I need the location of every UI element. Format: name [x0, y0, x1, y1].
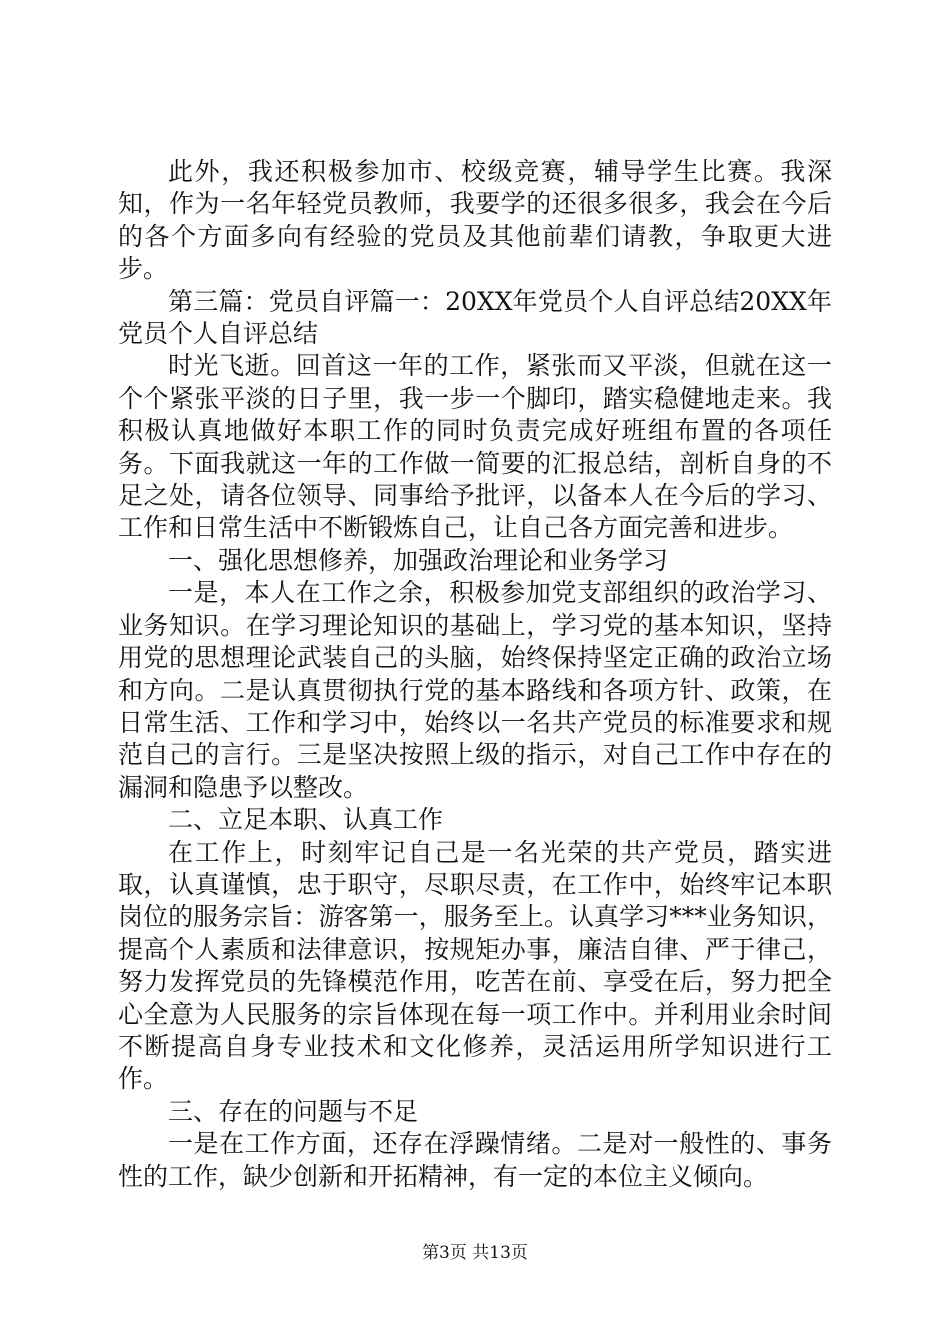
paragraph-work: 在工作上，时刻牢记自己是一名光荣的共产党员，踏实进取，认真谨慎，忠于职守，尽职尽责，在工作中，始终牢记本职岗位的服务宗旨：游客第一，服务至上。认真学习***业务知识，提高个人素质和法律意识，按规矩办事，廉洁自律、严于律己，努力发挥党员的先锋模范作用，吃苦在前、享受在后，努力把全心全意为人民服务的宗旨体现在每一项工作中。并利用业余时间不断提高自身专业技术和文化修养，灵活运用所学知识进行工作。 [118, 837, 832, 1094]
paragraph-problems: 一是在工作方面，还存在浮躁情绪。二是对一般性的、事务性的工作，缺少创新和开拓精神，有一定的本位主义倾向。 [118, 1129, 832, 1191]
section-heading-two: 二、立足本职、认真工作 [168, 805, 444, 835]
section-heading-one: 一、强化思想修养，加强政治理论和业务学习 [168, 545, 669, 575]
paragraph-intro: 时光飞逝。回首这一年的工作，紧张而又平淡，但就在这一个个紧张平淡的日子里，我一步一个脚印，踏实稳健地走来。我积极认真地做好本职工作的同时负责完成好班组布置的各项任务。下面我就这一年的工作做一简要的汇报总结，剖析自身的不足之处，请各位领导、同事给予批评，以备本人在今后的学习、工作和日常生活中不断锻炼自己，让自己各方面完善和进步。 [118, 351, 832, 543]
section-heading-three: 三、存在的问题与不足 [168, 1096, 419, 1126]
page-number-footer: 第3页 共13页 [422, 1243, 528, 1263]
paragraph-competition: 此外，我还积极参加市、校级竞赛，辅导学生比赛。我深知，作为一名年轻党员教师，我要学的还很多很多，我会在今后的各个方面多向有经验的党员及其他前辈们请教，争取更大进步。 [118, 157, 832, 284]
section-heading-part-three: 第三篇：党员自评篇一：20XX年党员个人自评总结20XX年党员个人自评总结 [118, 286, 832, 349]
paragraph-study: 一是，本人在工作之余，积极参加党支部组织的政治学习、业务知识。在学习理论知识的基础上，学习党的基本知识，坚持用党的思想理论武装自己的头脑，始终保持坚定正确的政治立场和方向。二是认真贯彻执行党的基本路线和各项方针、政策，在日常生活、工作和学习中，始终以一名共产党员的标准要求和规范自己的言行。三是坚决按照上级的指示，对自己工作中存在的漏洞和隐患予以整改。 [118, 578, 832, 802]
document-body [118, 156, 832, 1193]
